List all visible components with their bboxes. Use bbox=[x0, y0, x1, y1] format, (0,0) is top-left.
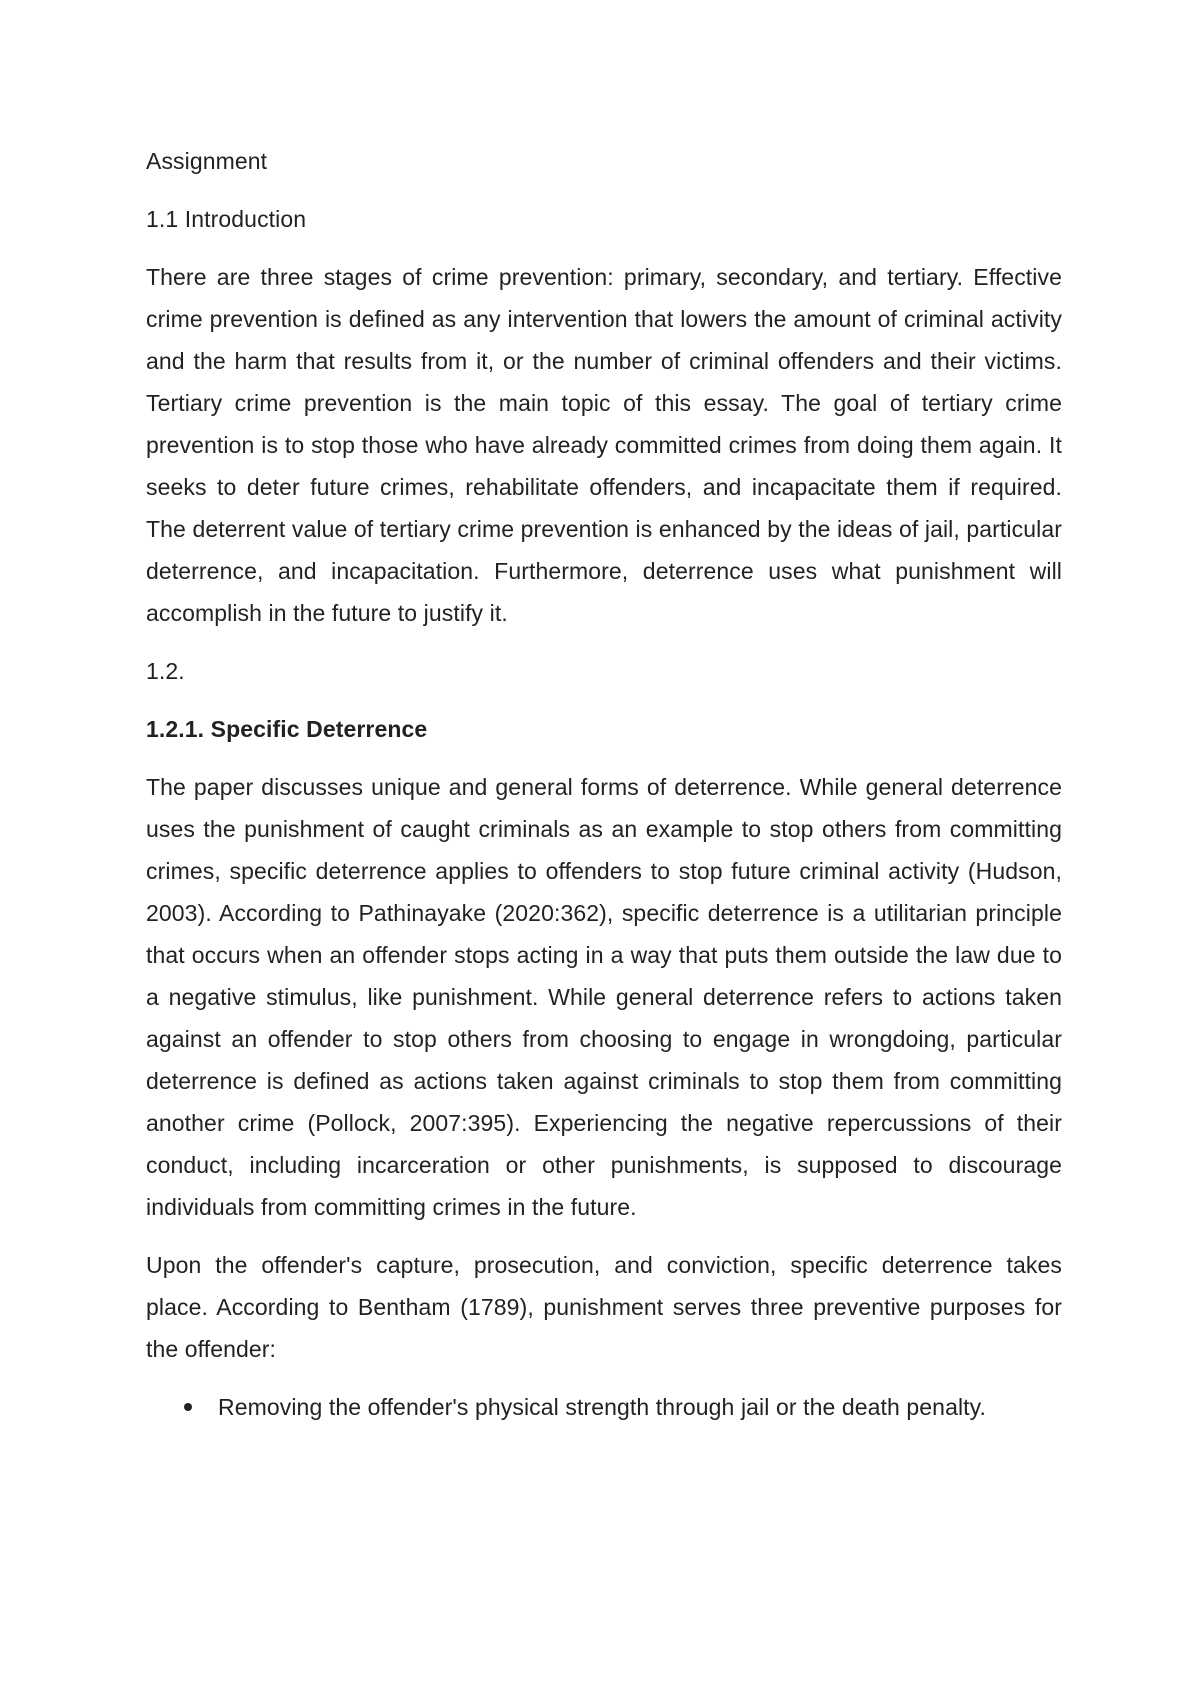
document-title: Assignment bbox=[146, 148, 268, 174]
deterrence-paragraph: The paper discusses unique and general forms of deterrence. While general deterrence uses the punishment of caught criminals as an example to stop others from committing crimes, specific deterrence applies to offenders to stop future criminal activity (Hudson, 2003). According to Pathinayake (2020:362), specific deterrence is a utilitarian principle that occurs when an offender stops acting in a way that puts them outside the law due to a negative stimulus, like punishment. While general deterrence refers to actions taken against an offender to stop others from choosing to engage in wrongdoing, particular deterrence is defined as actions taken against criminals to stop them from committing another crime (Pollock, 2007:395). Experiencing the negative repercussions of their conduct, including incarceration or other punishments, is supposed to discourage individuals from committing crimes in the future. bbox=[146, 774, 1062, 1220]
section-number: 1.2. bbox=[146, 658, 185, 684]
list-item-text: Removing the offender's physical strength through jail or the death penalty. bbox=[218, 1394, 987, 1420]
intro-heading: 1.1 Introduction bbox=[146, 206, 307, 232]
intro-paragraph: There are three stages of crime prevention: primary, secondary, and tertiary. Effective crime prevention is defined as any intervention that lowers the amount of criminal activity and the harm that results from it, or the number of criminal offenders and their victims. Tertiary crime prevention is the main topic of this essay. The goal of tertiary crime prevention is to stop those who have already committed crimes from doing them again. It seeks to deter future crimes, rehabilitate offenders, and incapacitate them if required. The deterrent value of tertiary crime prevention is enhanced by the ideas of jail, particular deterrence, and incapacitation. Furthermore, deterrence uses what punishment will accomplish in the future to justify it. bbox=[146, 264, 1062, 626]
document-body bbox=[146, 140, 1062, 1428]
bentham-paragraph: Upon the offender's capture, prosecution, and conviction, specific deterrence takes place. According to Bentham (1789), punishment serves three preventive purposes for the offender: bbox=[146, 1252, 1062, 1362]
bullet-icon bbox=[184, 1403, 192, 1411]
subsection-heading: 1.2.1. Specific Deterrence bbox=[146, 716, 428, 742]
list-item bbox=[146, 1386, 1062, 1428]
purposes-list bbox=[146, 1386, 1062, 1428]
